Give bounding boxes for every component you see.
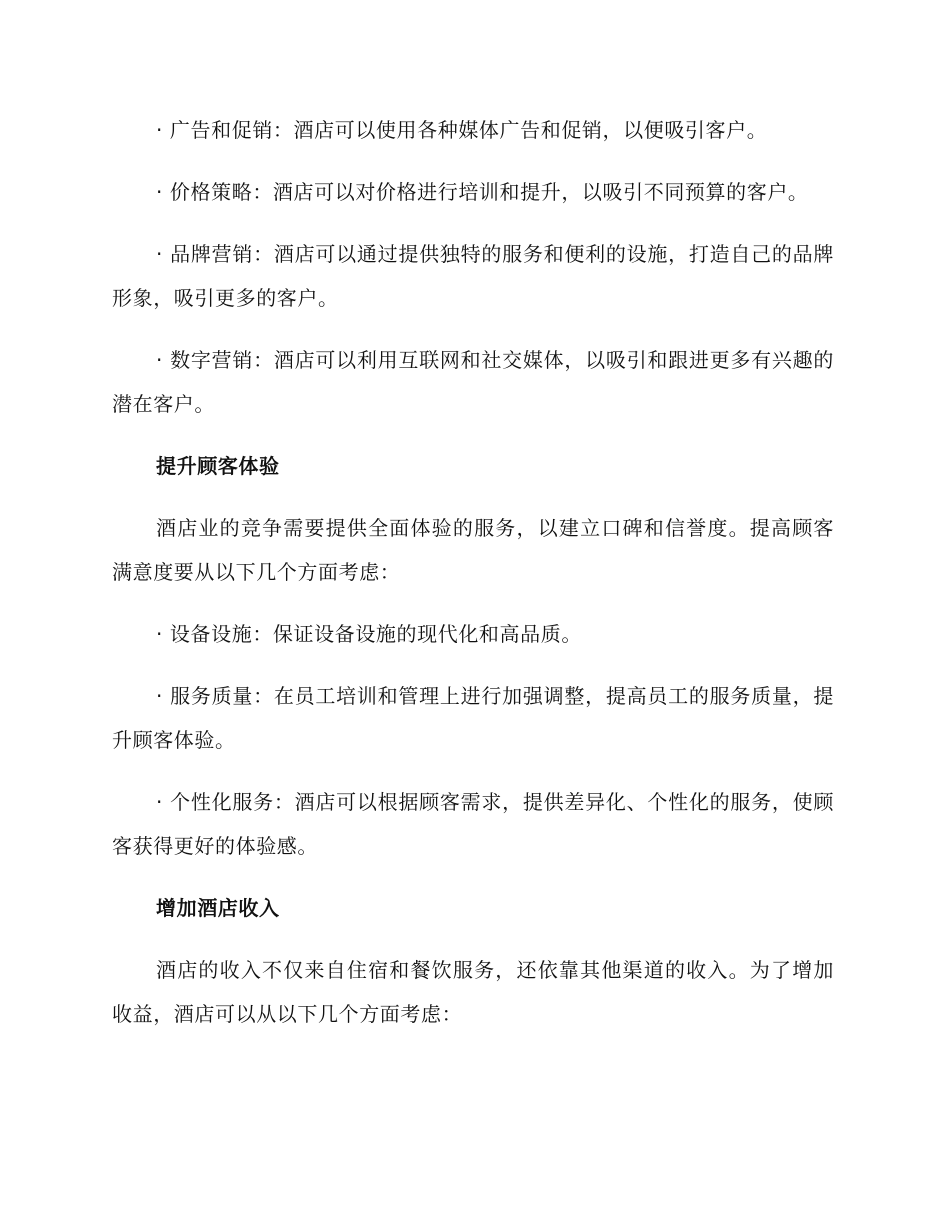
bullet-personalized-service: · 个性化服务：酒店可以根据顾客需求，提供差异化、个性化的服务，使顾客获得更好的体验感。 [112, 790, 834, 858]
heading-increase-revenue: 增加酒店收入 [156, 896, 280, 920]
document-body [112, 108, 834, 1054]
bullet-advertising: · 广告和促销：酒店可以使用各种媒体广告和促销，以便吸引客户。 [156, 118, 768, 142]
bullet-service-quality: · 服务质量：在员工培训和管理上进行加强调整，提高员工的服务质量，提升顾客体验。 [112, 684, 834, 752]
bullet-pricing: · 价格策略：酒店可以对价格进行培训和提升，以吸引不同预算的客户。 [156, 180, 809, 204]
bullet-brand-marketing: · 品牌营销：酒店可以通过提供独特的服务和便利的设施，打造自己的品牌形象，吸引更多的客户。 [112, 242, 834, 310]
bullet-facilities: · 设备设施：保证设备设施的现代化和高品质。 [156, 622, 582, 646]
para-revenue-intro: 酒店的收入不仅来自住宿和餐饮服务，还依靠其他渠道的收入。为了增加收益，酒店可以从以下几个方面考虑： [112, 958, 834, 1026]
bullet-digital-marketing: · 数字营销：酒店可以利用互联网和社交媒体，以吸引和跟进更多有兴趣的潜在客户。 [112, 348, 834, 416]
heading-customer-experience: 提升顾客体验 [156, 454, 280, 478]
para-customer-experience-intro: 酒店业的竞争需要提供全面体验的服务，以建立口碑和信誉度。提高顾客满意度要从以下几个方面考虑： [112, 516, 834, 584]
